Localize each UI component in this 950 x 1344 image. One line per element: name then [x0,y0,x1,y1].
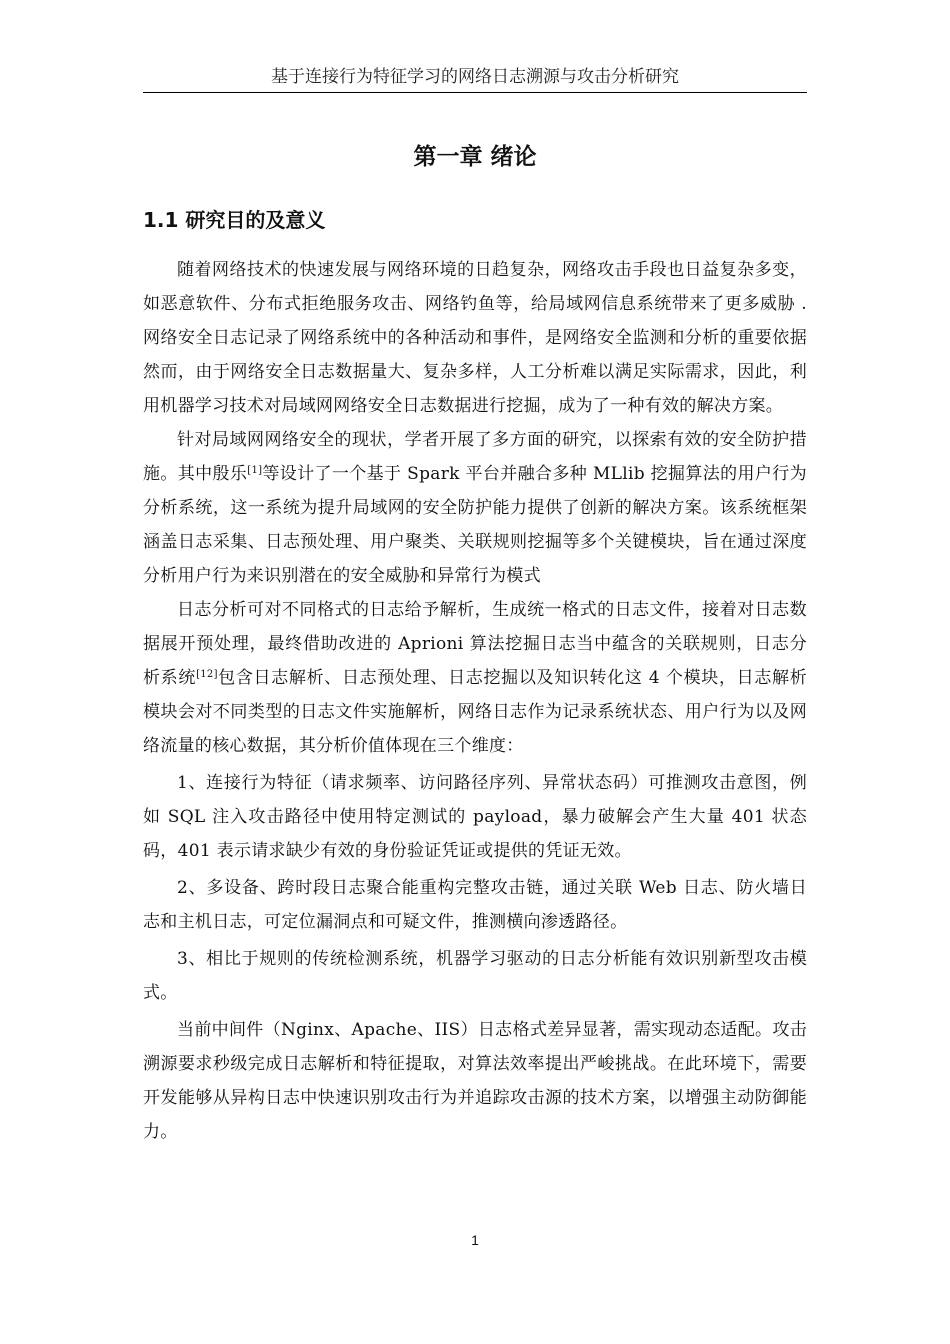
header-rule [143,92,807,93]
paragraph-2 [143,423,807,593]
section-title: 1.1 研究目的及意义 [143,208,326,232]
paragraph-list-item-2: 2、多设备、跨时段日志聚合能重构完整攻击链，通过关联 Web 日志、防火墙日志和主机日志，可定位漏洞点和可疑文件，推测横向渗透路径。 [143,878,807,932]
paragraph-list-item-1: 1、连接行为特征（请求频率、访问路径序列、异常状态码）可推测攻击意图，例如 SQL 注入攻击路径中使用特定测试的 payload，暴力破解会产生大量 401 状态码，401 表示请求缺少有效的身份验证凭证或提供的凭证无效。 [143,773,807,861]
running-header: 基于连接行为特征学习的网络日志溯源与攻击分析研究 [271,67,679,87]
paragraph-3-text-a: 日志分析可对不同格式的日志给予解析，生成统一格式的日志文件，接着对日志数据展开预处理，最终借助改进的 Aprioni 算法挖掘日志当中蕴含的关联规则，日志分析系统 [143,600,807,688]
citation-ref-12[interactable]: [12] [196,669,218,680]
paragraph-2-text-a: 针对局域网网络安全的现状，学者开展了多方面的研究，以探索有效的安全防护措施。其中殷乐 [143,430,807,484]
page-number: 1 [471,1232,479,1248]
chapter-title: 第一章 绪论 [413,144,537,170]
paragraph-1: 随着网络技术的快速发展与网络环境的日趋复杂，网络攻击手段也日益复杂多变，如恶意软件、分布式拒绝服务攻击、网络钓鱼等，给局域网信息系统带来了更多威胁 . 网络安全日志记录了网络系统中的各种活动和事件，是网络安全监测和分析的重要依据然而，由于网络安全日志数据量大、复杂多样，人工分析难以满足实际需求，因此，利用机器学习技术对局域网网络安全日志数据进行挖掘，成为了一种有效的解决方案。 [143,260,807,416]
paragraph-3 [143,593,807,763]
paragraph-2-text-b: 等设计了一个基于 Spark 平台并融合多种 MLlib 挖掘算法的用户行为分析系统，这一系统为提升局域网的安全防护能力提供了创新的解决方案。该系统框架涵盖日志采集、日志预处理、用户聚类、关联规则挖掘等多个关键模块，旨在通过深度分析用户行为来识别潜在的安全威胁和异常行为模式 [143,464,807,586]
paragraph-3-text-b: 包含日志解析、日志预处理、日志挖掘以及知识转化这 4 个模块，日志解析模块会对不同类型的日志文件实施解析，网络日志作为记录系统状态、用户行为以及网络流量的核心数据，其分析价值体现在三个维度： [143,668,807,756]
paragraph-7: 当前中间件（Nginx、Apache、IIS）日志格式差异显著，需实现动态适配。攻击溯源要求秒级完成日志解析和特征提取，对算法效率提出严峻挑战。在此环境下，需要开发能够从异构日志中快速识别攻击行为并追踪攻击源的技术方案，以增强主动防御能力。 [143,1020,807,1142]
paragraph-list-item-3: 3、相比于规则的传统检测系统，机器学习驱动的日志分析能有效识别新型攻击模式。 [143,949,807,1003]
body-text [143,253,807,1149]
citation-ref-1[interactable]: [1] [247,465,263,476]
